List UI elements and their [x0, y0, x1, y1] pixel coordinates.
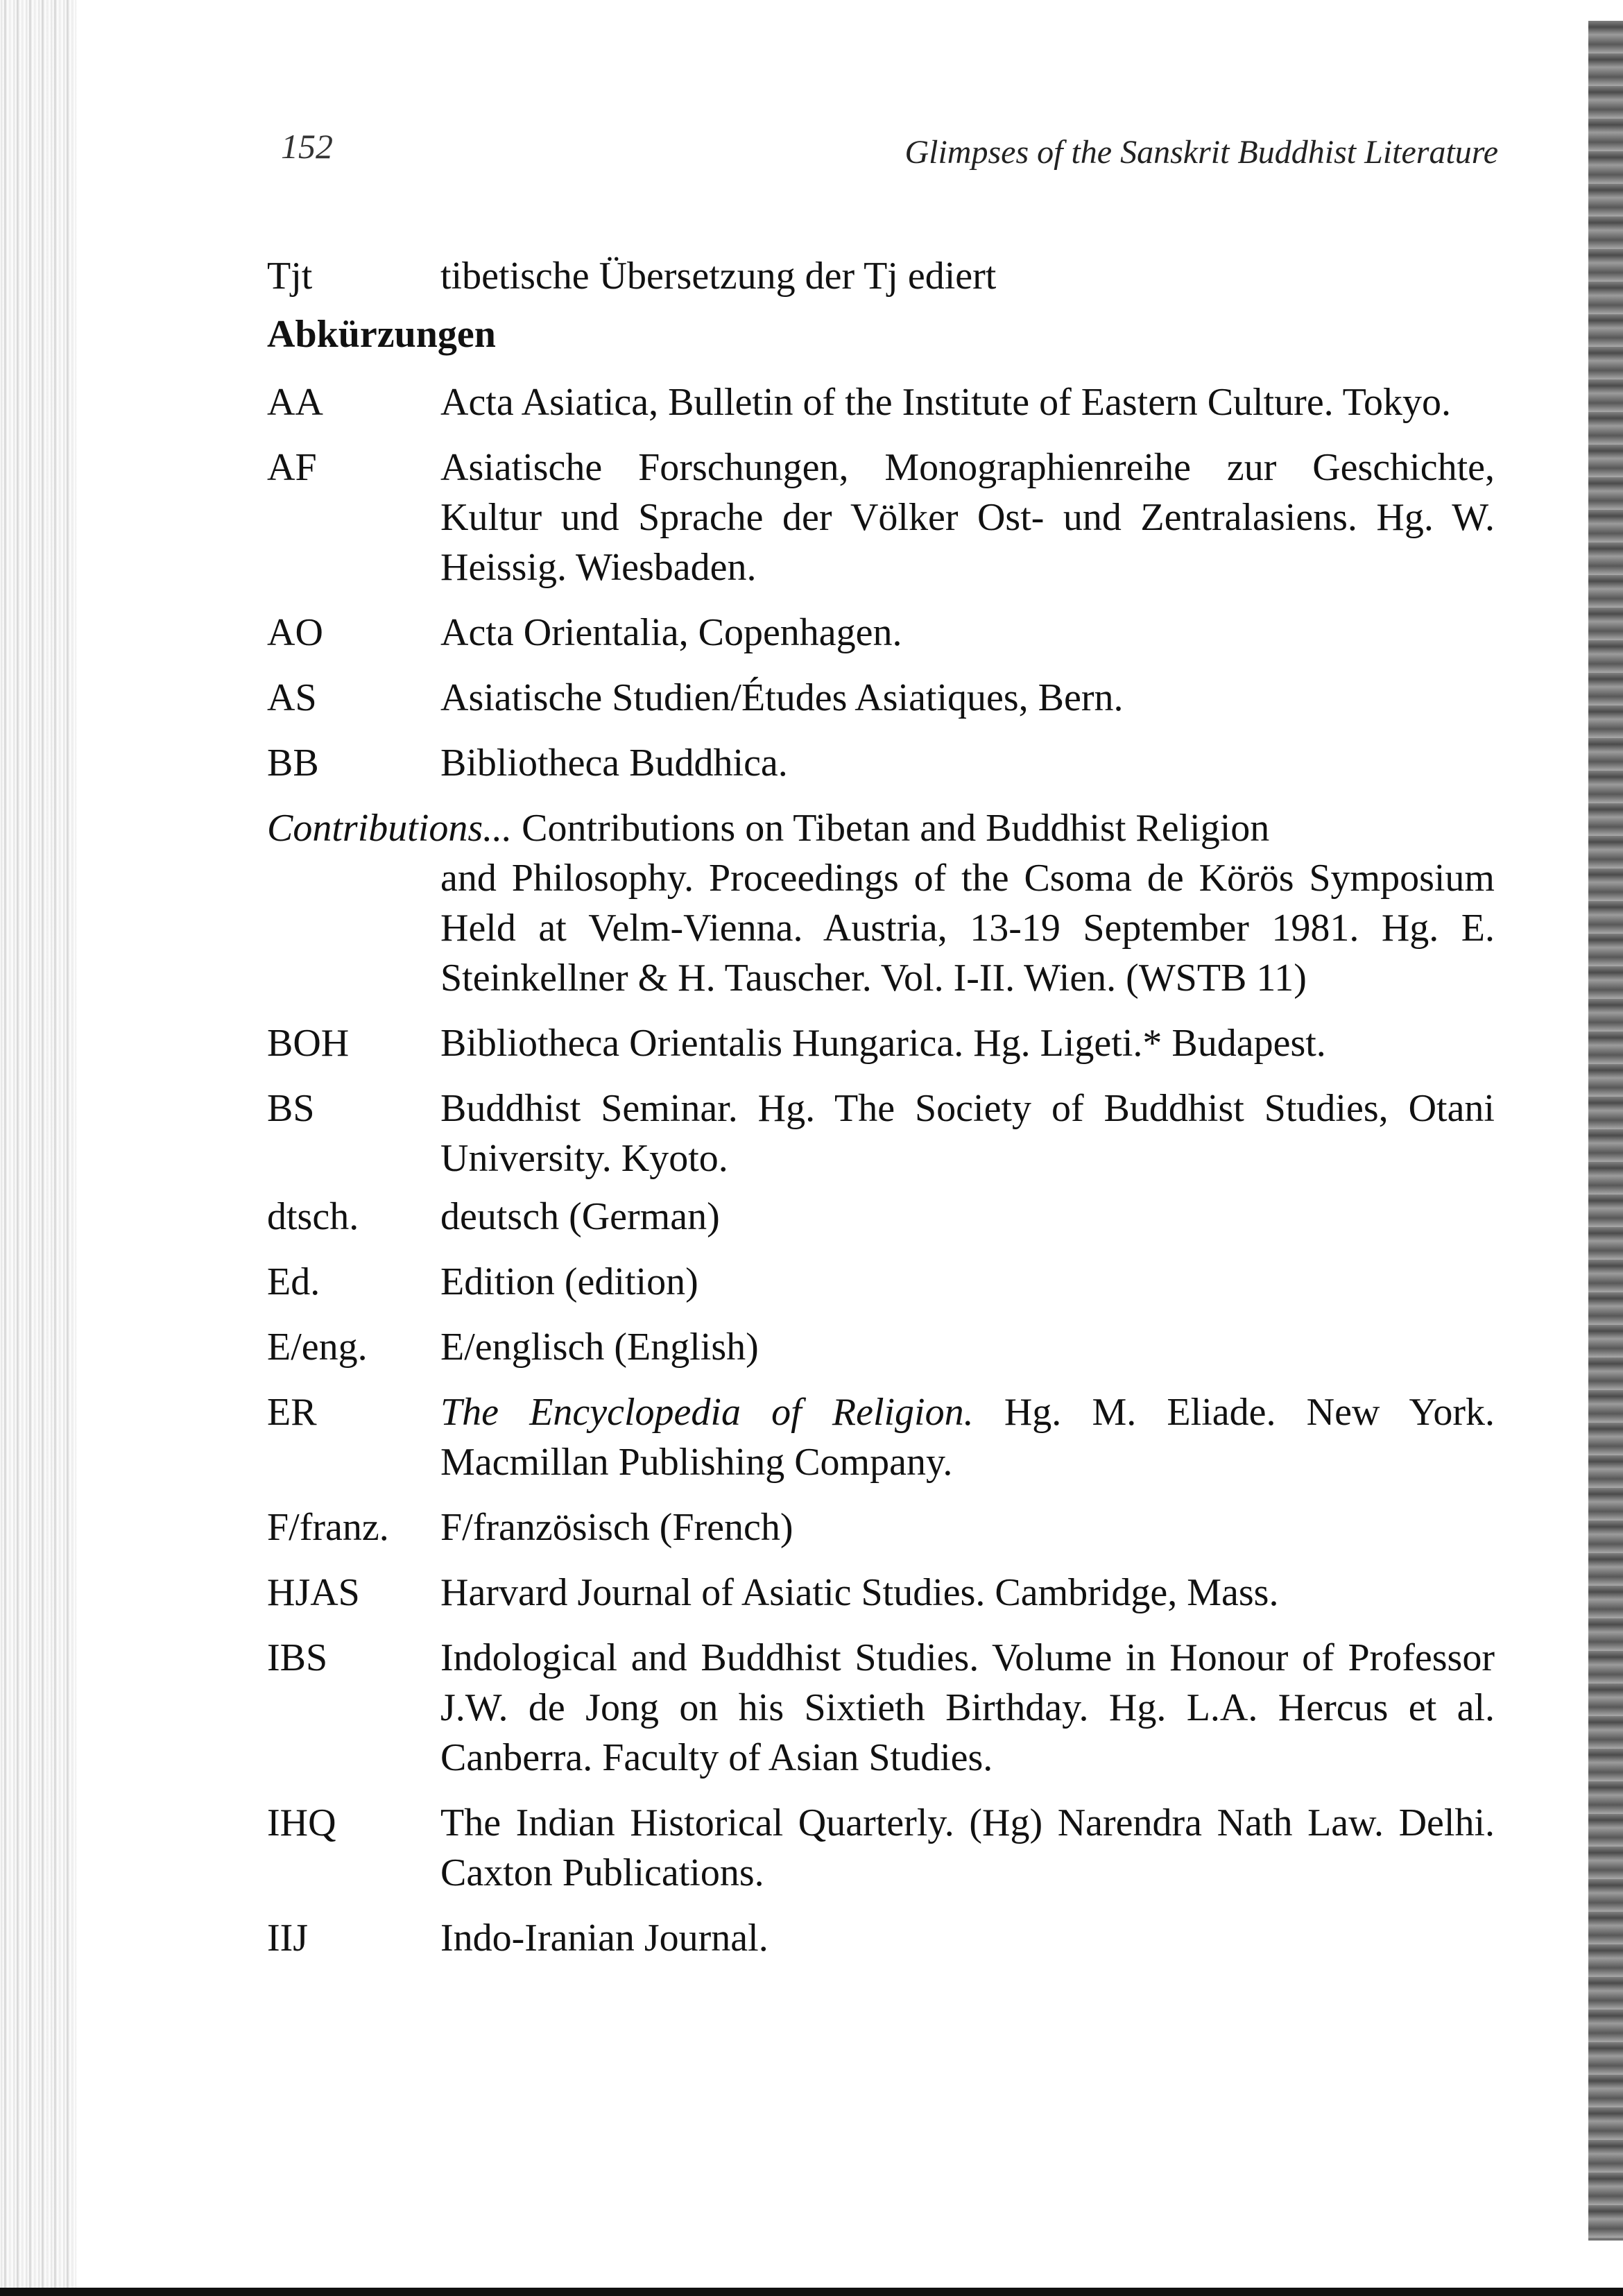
entry-abbreviation: AF	[267, 446, 317, 489]
entry-definition: Bibliotheca Buddhica.	[440, 742, 788, 785]
entry-definition: Bibliotheca Orientalis Hungarica. Hg. Ligeti.* Budapest.	[440, 1022, 1326, 1065]
entry-definition: E/englisch (English)	[440, 1326, 759, 1369]
entry-abbreviation: BS	[267, 1087, 315, 1130]
entry-abbreviation: IBS	[267, 1636, 328, 1679]
list-item	[267, 673, 1495, 723]
entry-abbreviation: IHQ	[267, 1801, 336, 1844]
entry-definition: F/französisch (French)	[440, 1506, 793, 1549]
entry-abbreviation: AO	[267, 611, 323, 654]
list-item	[267, 1913, 1495, 1963]
list-item	[267, 1387, 1495, 1487]
entry-abbreviation: E/eng.	[267, 1326, 368, 1369]
entry-definition: Acta Orientalia, Copenhagen.	[440, 611, 902, 654]
list-item	[267, 1192, 1495, 1242]
entry-definition-first-line: Contributions on Tibetan and Buddhist Religion	[522, 807, 1270, 850]
list-item	[267, 1083, 1495, 1183]
entry-definition: Asiatische Studien/Études Asiatiques, Bern.	[440, 676, 1124, 719]
entry-definition: Asiatische Forschungen, Monographienreihe zur Geschichte, Kultur und Sprache der Völker Ost- und Zentralasiens. Hg. W. Heissig. Wiesbaden.	[440, 446, 1495, 589]
list-item	[267, 1568, 1495, 1618]
entry-abbreviation: BOH	[267, 1022, 350, 1065]
entry-definition: tibetische Übersetzung der Tj ediert	[440, 255, 997, 298]
list-item	[267, 377, 1495, 427]
entry-definition: deutsch (German)	[440, 1195, 720, 1238]
list-item-contributions	[267, 803, 1495, 1003]
list-item	[267, 1798, 1495, 1898]
list-item	[267, 608, 1495, 658]
abbreviation-list	[267, 251, 1495, 1978]
entry-title-italic: The Encyclopedia of Religion.	[440, 1391, 974, 1434]
entry-abbreviation: Contributions...	[267, 807, 513, 850]
entry-abbreviation: F/franz.	[267, 1506, 389, 1549]
entry-abbreviation: AA	[267, 381, 323, 424]
list-item	[267, 443, 1495, 592]
entry-abbreviation: AS	[267, 676, 317, 719]
entry-definition: Harvard Journal of Asiatic Studies. Cambridge, Mass.	[440, 1571, 1279, 1614]
entry-abbreviation: dtsch.	[267, 1195, 359, 1238]
list-item	[267, 251, 1495, 301]
page-number: 152	[281, 127, 333, 166]
scan-edge-right	[1588, 21, 1623, 2241]
entry-definition: Indological and Buddhist Studies. Volume in Honour of Professor J.W. de Jong on his Sixtieth Birthday. Hg. L.A. Hercus et al. Canberra. Faculty of Asian Studies.	[440, 1636, 1495, 1779]
list-item	[267, 738, 1495, 788]
running-title: Glimpses of the Sanskrit Buddhist Literature	[904, 134, 1498, 171]
entry-abbreviation: IIJ	[267, 1917, 309, 1960]
entry-abbreviation: Ed.	[267, 1260, 320, 1303]
entry-definition	[440, 1387, 1495, 1487]
page-header	[281, 126, 1498, 182]
entry-definition: Acta Asiatica, Bulletin of the Institute of Eastern Culture. Tokyo.	[440, 381, 1451, 424]
entry-definition-continued: and Philosophy. Proceedings of the Csoma de Körös Symposium Held at Velm-Vienna. Austria, 13-19 September 1981. Hg. E. Steinkellner & H. Tauscher. Vol. I-II. Wien. (WSTB 11)	[440, 857, 1495, 1000]
section-heading: Abkürzungen	[267, 313, 496, 356]
entry-abbreviation: HJAS	[267, 1571, 360, 1614]
entry-abbreviation: Tjt	[267, 255, 313, 298]
list-item	[267, 1502, 1495, 1552]
list-item	[267, 1322, 1495, 1372]
entry-definition: Indo-Iranian Journal.	[440, 1917, 768, 1960]
entry-definition: Edition (edition)	[440, 1260, 698, 1303]
entry-definition-rest: Hg. M. Eliade. New York. Macmillan Publishing Company.	[440, 1391, 1495, 1484]
scan-edge-bottom	[0, 2288, 1623, 2296]
list-item	[267, 1018, 1495, 1068]
entry-abbreviation: BB	[267, 742, 319, 785]
entry-definition: Buddhist Seminar. Hg. The Society of Buddhist Studies, Otani University. Kyoto.	[440, 1087, 1495, 1180]
list-item	[267, 1633, 1495, 1783]
entry-abbreviation: ER	[267, 1391, 317, 1434]
list-item	[267, 1257, 1495, 1307]
scan-edge-left	[0, 0, 76, 2296]
entry-definition: The Indian Historical Quarterly. (Hg) Narendra Nath Law. Delhi. Caxton Publications.	[440, 1801, 1495, 1894]
